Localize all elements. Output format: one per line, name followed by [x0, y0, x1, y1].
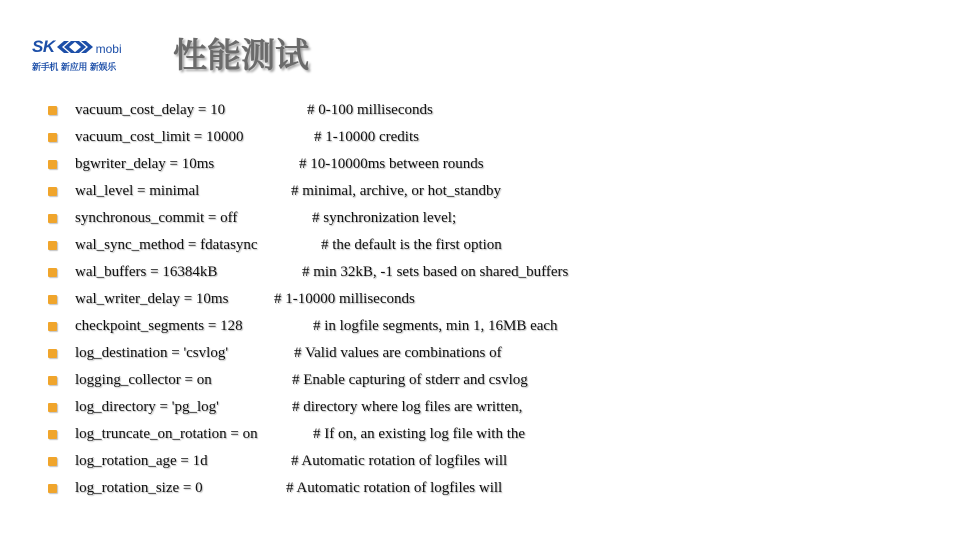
config-setting: log_rotation_size = 0: [75, 480, 203, 496]
logo-sub-text: mobi: [95, 42, 122, 56]
logo-brand-text: SK: [32, 37, 55, 56]
config-setting: checkpoint_segments = 128: [75, 318, 243, 334]
config-setting: wal_writer_delay = 10ms: [75, 291, 229, 307]
config-setting: synchronous_commit = off: [75, 210, 238, 226]
sk-mobi-logo: [32, 38, 154, 74]
config-comment: # in logfile segments, min 1, 16MB each: [313, 318, 558, 334]
config-setting: log_destination = 'csvlog': [75, 345, 229, 361]
bullet-icon: [48, 403, 57, 412]
logo-tagline: 新手机 新应用 新娱乐: [32, 63, 116, 73]
bullet-icon: [48, 295, 57, 304]
config-setting: log_directory = 'pg_log': [75, 399, 219, 415]
logo-wordmark: [32, 38, 154, 56]
config-comment: # 0-100 milliseconds: [307, 102, 433, 118]
config-comment: # 10-10000ms between rounds: [299, 156, 484, 172]
config-comment: # Automatic rotation of logfiles will: [291, 453, 508, 469]
bullet-icon: [48, 160, 57, 169]
bullet-icon: [48, 214, 57, 223]
config-setting: logging_collector = on: [75, 372, 212, 388]
config-comment: # minimal, archive, or hot_standby: [291, 183, 501, 199]
bullet-icon: [48, 430, 57, 439]
bullet-icon: [48, 187, 57, 196]
page-title: 性能测试: [173, 36, 309, 76]
bullet-icon: [48, 484, 57, 493]
config-comment: # min 32kB, -1 sets based on shared_buffers: [302, 264, 569, 280]
config-setting: bgwriter_delay = 10ms: [75, 156, 215, 172]
config-comment: # If on, an existing log file with the: [313, 426, 526, 442]
config-comment: # Automatic rotation of logfiles will: [286, 480, 503, 496]
config-comment: # 1-10000 credits: [314, 129, 419, 145]
bullet-icon: [48, 349, 57, 358]
config-setting: log_truncate_on_rotation = on: [75, 426, 258, 442]
config-comment: # the default is the first option: [321, 237, 502, 253]
config-setting: wal_level = minimal: [75, 183, 200, 199]
config-setting: wal_sync_method = fdatasync: [75, 237, 258, 253]
bullet-icon: [48, 322, 57, 331]
bullet-icon: [48, 376, 57, 385]
config-comment: # Enable capturing of stderr and csvlog: [292, 372, 528, 388]
config-comment: # 1-10000 milliseconds: [274, 291, 415, 307]
config-comment: # synchronization level;: [312, 210, 457, 226]
config-comment: # directory where log files are written,: [292, 399, 523, 415]
bullet-icon: [48, 457, 57, 466]
bullet-icon: [48, 241, 57, 250]
config-setting: vacuum_cost_delay = 10: [75, 102, 226, 118]
bullet-icon: [48, 133, 57, 142]
config-setting: vacuum_cost_limit = 10000: [75, 129, 244, 145]
config-setting: log_rotation_age = 1d: [75, 453, 208, 469]
bullet-icon: [48, 268, 57, 277]
logo-chevron-icon: [56, 40, 94, 54]
config-setting: wal_buffers = 16384kB: [75, 264, 218, 280]
bullet-icon: [48, 106, 57, 115]
config-comment: # Valid values are combinations of: [294, 345, 502, 361]
